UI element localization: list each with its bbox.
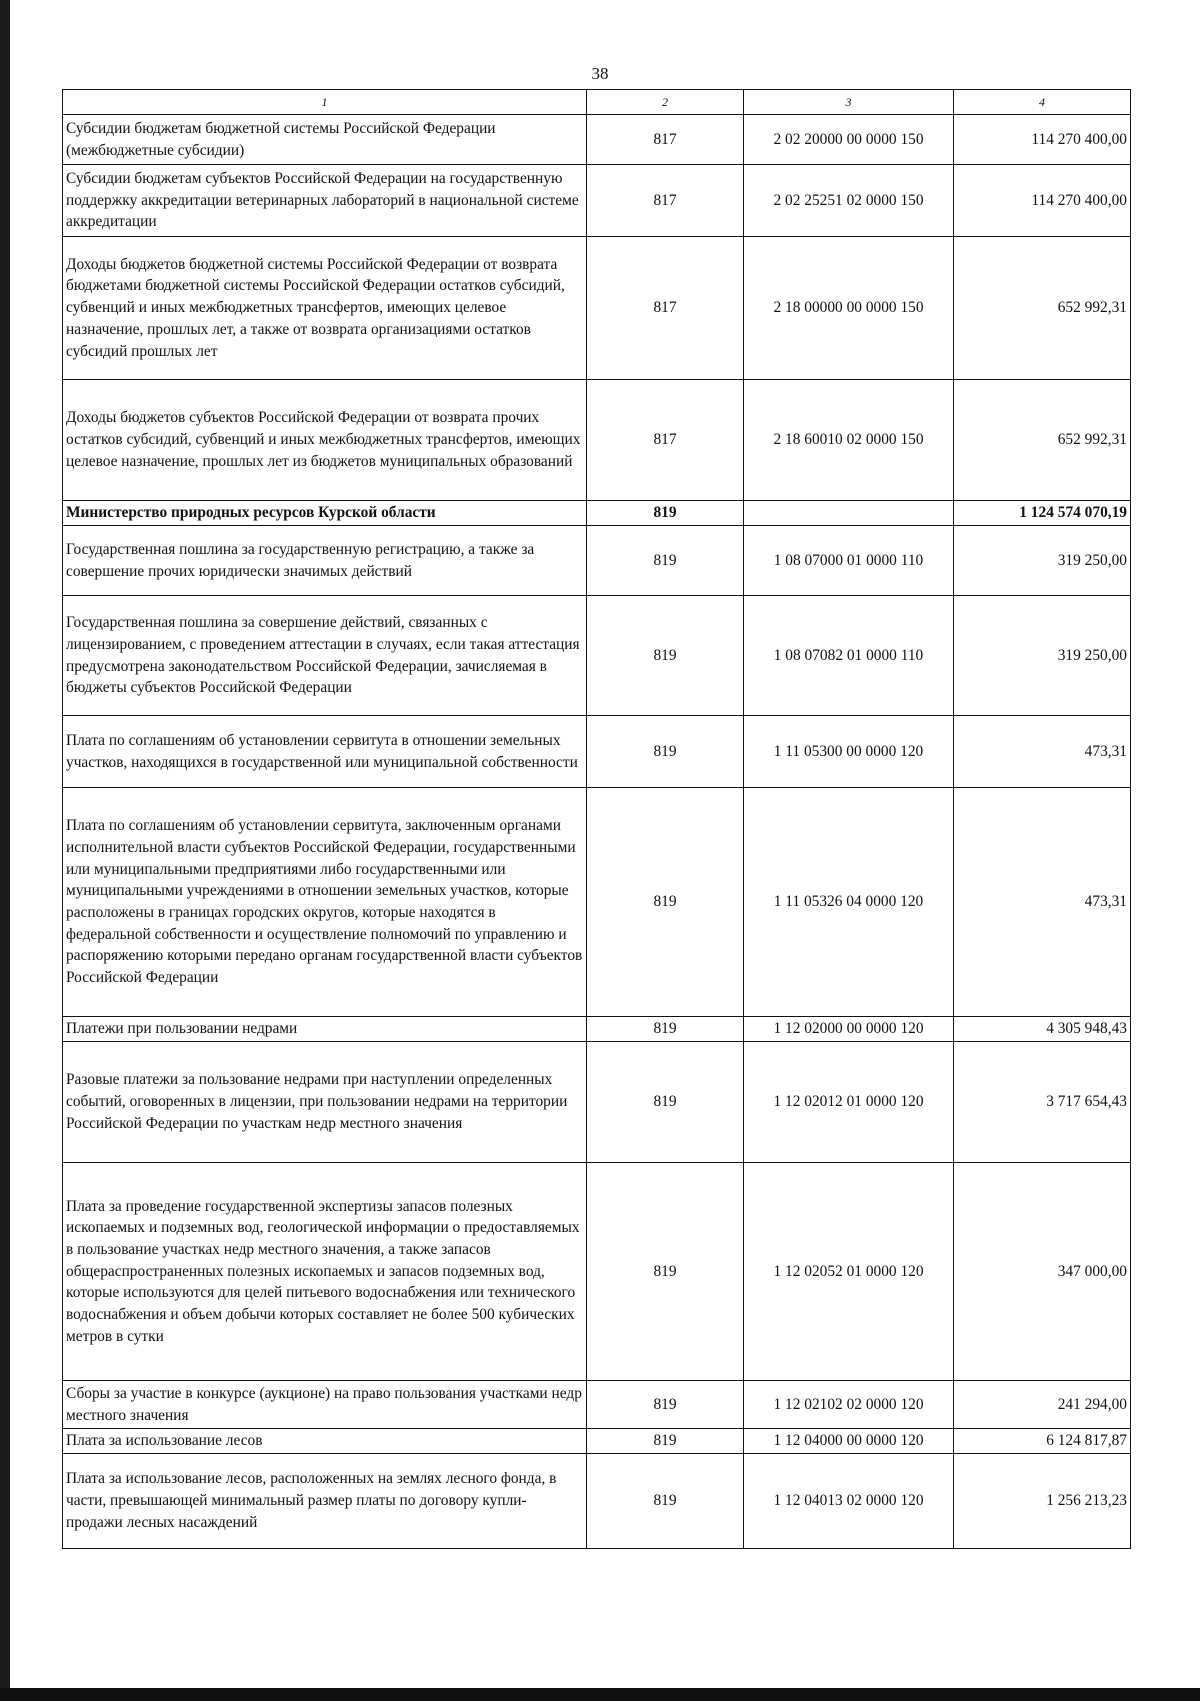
- scan-edge-left: [0, 0, 10, 1701]
- table-row: [63, 596, 1131, 716]
- row-budget-code: 1 12 02000 00 0000 120: [744, 1017, 954, 1042]
- row-budget-code: 2 02 20000 00 0000 150: [744, 115, 954, 165]
- table-row: [63, 1017, 1131, 1042]
- row-budget-code: 2 18 60010 02 0000 150: [744, 380, 954, 501]
- row-admin-code: 819: [587, 716, 744, 788]
- page-number: 38: [591, 64, 609, 83]
- row-budget-code: 2 02 25251 02 0000 150: [744, 165, 954, 237]
- row-amount: 473,31: [954, 788, 1131, 1017]
- column-number: 1: [63, 90, 587, 115]
- row-amount: 652 992,31: [954, 237, 1131, 380]
- row-admin-code: 819: [587, 1042, 744, 1163]
- row-amount: 1 256 213,23: [954, 1454, 1131, 1549]
- row-amount: 241 294,00: [954, 1381, 1131, 1429]
- row-amount: 652 992,31: [954, 380, 1131, 501]
- row-budget-code: 1 11 05326 04 0000 120: [744, 788, 954, 1017]
- row-admin-code: 819: [587, 1454, 744, 1549]
- row-admin-code: 819: [587, 1163, 744, 1381]
- column-number: 4: [954, 90, 1131, 115]
- row-amount: 4 305 948,43: [954, 1017, 1131, 1042]
- row-admin-code: 817: [587, 380, 744, 501]
- row-name: Государственная пошлина за совершение действий, связанных с лицензированием, с проведением аттестации в случаях, если такая аттестация предусмотрена законодательством Российской Федерации, зачисляемая в бюджеты субъектов Российской Федерации: [63, 596, 587, 716]
- row-name: Сборы за участие в конкурсе (аукционе) на право пользования участками недр местного значения: [63, 1381, 587, 1429]
- row-admin-code: 819: [587, 501, 744, 526]
- row-budget-code: 1 08 07082 01 0000 110: [744, 596, 954, 716]
- row-amount: 114 270 400,00: [954, 165, 1131, 237]
- row-name: Министерство природных ресурсов Курской области: [63, 501, 587, 526]
- row-name: Доходы бюджетов субъектов Российской Федерации от возврата прочих остатков субсидий, субвенций и иных межбюджетных трансфертов, имеющих целевое назначение, прошлых лет из бюджетов муниципальных образований: [63, 380, 587, 501]
- row-amount: 347 000,00: [954, 1163, 1131, 1381]
- row-admin-code: 819: [587, 1381, 744, 1429]
- row-budget-code: 2 18 00000 00 0000 150: [744, 237, 954, 380]
- row-budget-code: 1 12 04000 00 0000 120: [744, 1429, 954, 1454]
- row-name: Плата по соглашениям об установлении сервитута в отношении земельных участков, находящихся в государственной или муниципальной собственности: [63, 716, 587, 788]
- row-admin-code: 817: [587, 115, 744, 165]
- table-row: [63, 526, 1131, 596]
- row-amount: 319 250,00: [954, 596, 1131, 716]
- row-name: Доходы бюджетов бюджетной системы Российской Федерации от возврата бюджетами бюджетной системы Российской Федерации остатков субсидий, субвенций и иных межбюджетных трансфертов, имеющих целевое назначение, прошлых лет, а также от возврата организациями остатков субсидий прошлых лет: [63, 237, 587, 380]
- table-row: [63, 788, 1131, 1017]
- row-name: Субсидии бюджетам субъектов Российской Федерации на государственную поддержку аккредитации ветеринарных лабораторий в национальной системе аккредитации: [63, 165, 587, 237]
- row-name: Плата по соглашениям об установлении сервитута, заключенным органами исполнительной власти субъектов Российской Федерации, государственными или муниципальными предприятиями либо государственными или муниципальными учреждениями в отношении земельных участков, которые расположены в границах городских округов, которые находятся в федеральной собственности и осуществление полномочий по управлению и распоряжению которыми передано органам государственной власти субъектов Российской Федерации: [63, 788, 587, 1017]
- table-row: [63, 1381, 1131, 1429]
- table-row: [63, 1454, 1131, 1549]
- table-row: [63, 1042, 1131, 1163]
- row-admin-code: 819: [587, 596, 744, 716]
- column-number: 3: [744, 90, 954, 115]
- row-name: Плата за использование лесов, расположенных на землях лесного фонда, в части, превышающей минимальный размер платы по договору купли-продажи лесных насаждений: [63, 1454, 587, 1549]
- table-row: [63, 1429, 1131, 1454]
- table-row: [63, 716, 1131, 788]
- row-admin-code: 819: [587, 788, 744, 1017]
- row-budget-code: 1 12 02052 01 0000 120: [744, 1163, 954, 1381]
- row-amount: 3 717 654,43: [954, 1042, 1131, 1163]
- row-admin-code: 817: [587, 165, 744, 237]
- row-amount: 1 124 574 070,19: [954, 501, 1131, 526]
- table-row: [63, 115, 1131, 165]
- row-amount: 114 270 400,00: [954, 115, 1131, 165]
- row-budget-code: 1 12 02012 01 0000 120: [744, 1042, 954, 1163]
- row-budget-code: 1 08 07000 01 0000 110: [744, 526, 954, 596]
- table-row: [63, 165, 1131, 237]
- row-admin-code: 819: [587, 526, 744, 596]
- row-amount: 319 250,00: [954, 526, 1131, 596]
- table-row: [63, 237, 1131, 380]
- column-number: 2: [587, 90, 744, 115]
- scan-edge-bottom: [0, 1688, 1200, 1701]
- row-amount: 473,31: [954, 716, 1131, 788]
- row-admin-code: 819: [587, 1429, 744, 1454]
- column-number-row: [63, 90, 1131, 115]
- row-name: Платежи при пользовании недрами: [63, 1017, 587, 1042]
- table-row: [63, 501, 1131, 526]
- row-admin-code: 817: [587, 237, 744, 380]
- row-budget-code: 1 12 04013 02 0000 120: [744, 1454, 954, 1549]
- row-name: Государственная пошлина за государственную регистрацию, а также за совершение прочих юридически значимых действий: [63, 526, 587, 596]
- revenue-table: [62, 89, 1131, 1549]
- row-budget-code: [744, 501, 954, 526]
- table-row: [63, 380, 1131, 501]
- row-admin-code: 819: [587, 1017, 744, 1042]
- row-name: Плата за использование лесов: [63, 1429, 587, 1454]
- row-name: Плата за проведение государственной экспертизы запасов полезных ископаемых и подземных вод, геологической информации о предоставляемых в пользование участках недр местного значения, а также запасов общераспространенных полезных ископаемых и запасов подземных вод, которые используются для целей питьевого водоснабжения или технического водоснабжения и объем добычи которых составляет не более 500 кубических метров в сутки: [63, 1163, 587, 1381]
- row-name: Субсидии бюджетам бюджетной системы Российской Федерации (межбюджетные субсидии): [63, 115, 587, 165]
- row-name: Разовые платежи за пользование недрами при наступлении определенных событий, оговоренных в лицензии, при пользовании недрами на территории Российской Федерации по участкам недр местного значения: [63, 1042, 587, 1163]
- table-row: [63, 1163, 1131, 1381]
- row-budget-code: 1 12 02102 02 0000 120: [744, 1381, 954, 1429]
- row-amount: 6 124 817,87: [954, 1429, 1131, 1454]
- row-budget-code: 1 11 05300 00 0000 120: [744, 716, 954, 788]
